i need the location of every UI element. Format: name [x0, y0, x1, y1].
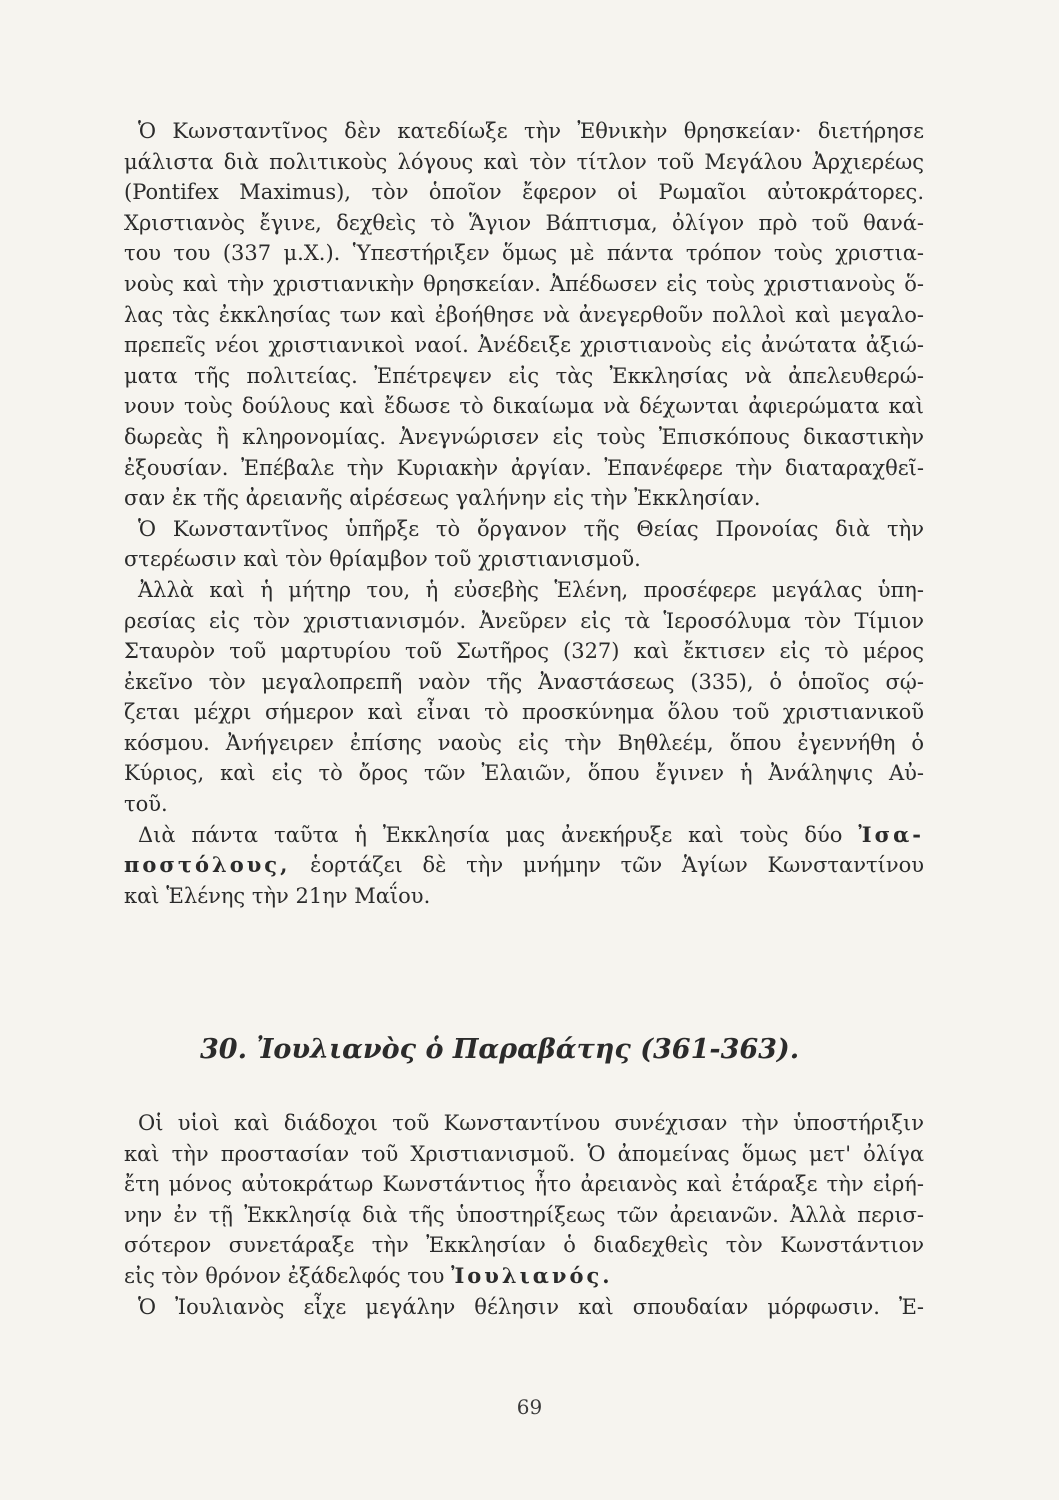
text-line: ζεται μέχρι σήμερον καὶ εἶναι τὸ προσκύνημα ὅλου τοῦ χριστιανικοῦ [124, 700, 924, 725]
text-line: κόσμου. Ἀνήγειρεν ἐπίσης ναοὺς εἰς τὴν Βηθλεέμ, ὅπου ἐγεννήθη ὁ [124, 730, 924, 755]
text-line: Ὁ Κωνσταντῖνος ὑπῆρξε τὸ ὄργανον τῆς Θείας Προνοίας διὰ τὴν [138, 516, 924, 541]
text-line: τοῦ. [124, 792, 168, 817]
text-line: Ὁ Κωνσταντῖνος δὲν κατεδίωξε τὴν Ἐθνικὴν θρησκείαν· διετήρησε [138, 119, 924, 143]
text-line: του του (337 μ.Χ.). Ὑπεστήριξεν ὅμως μὲ πάντα τρόπον τοὺς χριστια- [124, 241, 924, 266]
text-line: σότερον συνετάραξε τὴν Ἐκκλησίαν ὁ διαδεχθεὶς τὸν Κωνστάντιον [124, 1233, 924, 1258]
text-line: Ἀλλὰ καὶ ἡ μήτηρ του, ἡ εὐσεβὴς Ἑλένη, προσέφερε μεγάλας ὑπη- [138, 577, 924, 602]
text-line: (Pontifex Maximus), τὸν ὁποῖον ἔφερον οἱ Ρωμαῖοι αὐτοκράτορες. [124, 180, 924, 205]
text-line [124, 820, 924, 851]
text-line: ἔτη μόνος αὐτοκράτωρ Κωνστάντιος ἦτο ἀρειανὸς καὶ ἐτάραξε τὴν εἰρή- [124, 1172, 924, 1197]
text-segment: εἰς τὸν θρόνον ἐξάδελφός του [124, 1263, 445, 1288]
text-line: ρεσίας εἰς τὸν χριστιανισμόν. Ἀνεῦρεν εἰς τὰ Ἱεροσόλυμα τὸν Τίμιον [124, 608, 924, 633]
text-line [124, 1261, 924, 1292]
text-line: πρεπεῖς νέοι χριστιανικοὶ ναοί. Ἀνέδειξε χριστιανοὺς εἰς ἀνώτατα ἀξιώ- [124, 333, 924, 358]
text-line: λας τὰς ἐκκλησίας των καὶ ἐβοήθησε νὰ ἀνεγερθοῦν πολλοὶ καὶ μεγαλο- [124, 302, 924, 327]
emphasized-term: Ἰσα- [858, 821, 924, 847]
page-number: 69 [516, 1395, 543, 1419]
paragraph-block-julian [124, 1108, 924, 1322]
paragraph-block-constantine [124, 116, 924, 911]
text-line: καὶ Ἑλένης τὴν 21ην Μαΐου. [124, 883, 431, 908]
emphasized-term: ποστόλους, [124, 852, 291, 878]
text-line: στερέωσιν καὶ τὸν θρίαμβον τοῦ χριστιανισμοῦ. [124, 547, 641, 572]
text-line: Κύριος, καὶ εἰς τὸ ὄρος τῶν Ἐλαιῶν, ὅπου ἔγινεν ἡ Ἀνάληψις Αὐ- [124, 761, 924, 786]
text-line: νουν τοὺς δούλους καὶ ἔδωσε τὸ δικαίωμα νὰ δέχωνται ἀφιερώματα καὶ [124, 394, 924, 419]
text-line: Οἱ υἱοὶ καὶ διάδοχοι τοῦ Κωνσταντίνου συνέχισαν τὴν ὑποστήριξιν [138, 1111, 924, 1135]
text-line: Ὁ Ἰουλιανὸς εἶχε μεγάλην θέλησιν καὶ σπουδαίαν μόρφωσιν. Ἐ- [138, 1294, 924, 1319]
text-line: σαν ἐκ τῆς ἀρειανῆς αἱρέσεως γαλήνην εἰς τὴν Ἐκκλησίαν. [124, 486, 761, 511]
text-line: μάλιστα διὰ πολιτικοὺς λόγους καὶ τὸν τίτλον τοῦ Μεγάλου Ἀρχιερέως [124, 149, 924, 174]
text-segment: Διὰ πάντα ταῦτα ἡ Ἐκκλησία μας ἀνεκήρυξε καὶ τοὺς δύο [138, 822, 843, 847]
text-line: νοὺς καὶ τὴν χριστιανικὴν θρησκείαν. Ἀπέδωσεν εἰς τοὺς χριστιανοὺς ὅ- [124, 271, 924, 296]
text-line: ματα τῆς πολιτείας. Ἐπέτρεψεν εἰς τὰς Ἐκκλησίας νὰ ἀπελευθερώ- [124, 363, 924, 388]
text-line: δωρεὰς ἢ κληρονομίας. Ἀνεγνώρισεν εἰς τοὺς Ἐπισκόπους δικαστικὴν [124, 424, 924, 449]
text-segment: ἑορτάζει δὲ τὴν μνήμην τῶν Ἁγίων Κωνσταντίνου [310, 853, 924, 878]
text-line: καὶ τὴν προστασίαν τοῦ Χριστιανισμοῦ. Ὁ ἀπομείνας ὅμως μετ' ὀλίγα [124, 1141, 924, 1166]
text-line: ἐκεῖνο τὸν μεγαλοπρεπῆ ναὸν τῆς Ἀναστάσεως (335), ὁ ὁποῖος σῴ- [124, 669, 924, 694]
text-line: ἐξουσίαν. Ἐπέβαλε τὴν Κυριακὴν ἀργίαν. Ἐπανέφερε τὴν διαταραχθεῖ- [124, 455, 924, 480]
section-heading: 30. Ἰουλιανὸς ὁ Παραβάτης (361-363). [200, 1034, 800, 1065]
text-line: νην ἐν τῇ Ἐκκλησίᾳ διὰ τῆς ὑποστηρίξεως τῶν ἀρειανῶν. Ἀλλὰ περισ- [124, 1202, 924, 1227]
text-line: Σταυρὸν τοῦ μαρτυρίου τοῦ Σωτῆρος (327) καὶ ἔκτισεν εἰς τὸ μέρος [124, 639, 924, 664]
text-line: Χριστιανὸς ἔγινε, δεχθεὶς τὸ Ἅγιον Βάπτισμα, ὀλίγον πρὸ τοῦ θανά- [124, 210, 924, 235]
emphasized-term: Ἰουλιανός. [451, 1262, 613, 1288]
text-line [124, 850, 924, 881]
